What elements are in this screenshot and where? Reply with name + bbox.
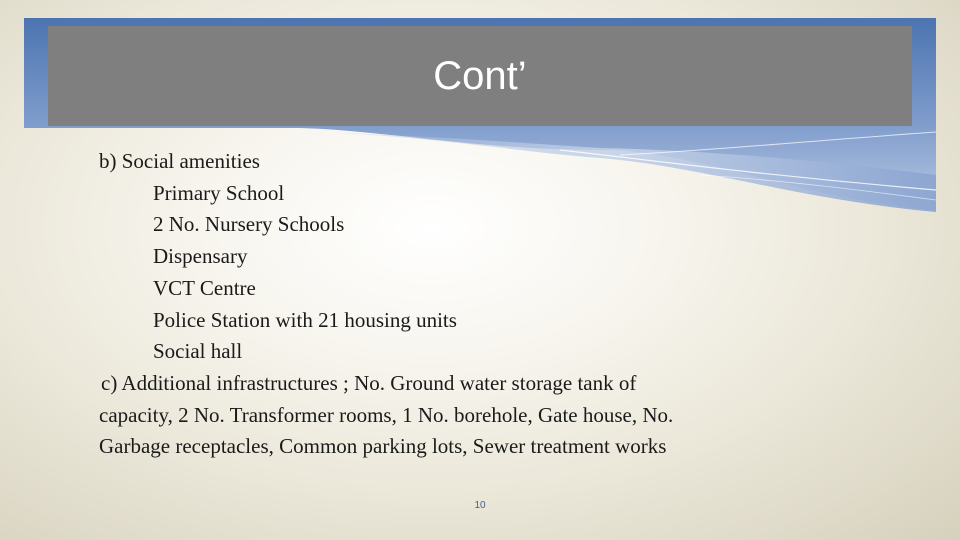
list-item: Police Station with 21 housing units bbox=[153, 307, 457, 332]
section-c-line: c) Additional infrastructures ; No. Ground water storage tank of bbox=[101, 370, 637, 395]
section-c-line: capacity, 2 No. Transformer rooms, 1 No. borehole, Gate house, No. bbox=[99, 402, 674, 427]
list-item: Dispensary bbox=[153, 244, 248, 269]
title-bar bbox=[48, 26, 912, 126]
list-item: Primary School bbox=[153, 180, 285, 205]
list-item: Social hall bbox=[153, 339, 243, 364]
page-number: 10 bbox=[474, 500, 486, 511]
section-b-heading: b) Social amenities bbox=[99, 149, 260, 173]
slide-body bbox=[99, 146, 799, 463]
list-item: VCT Centre bbox=[153, 275, 256, 300]
slide-title: Cont’ bbox=[433, 53, 527, 98]
list-item: 2 No. Nursery Schools bbox=[153, 212, 345, 237]
section-c-line: Garbage receptacles, Common parking lots, Sewer treatment works bbox=[99, 434, 667, 459]
